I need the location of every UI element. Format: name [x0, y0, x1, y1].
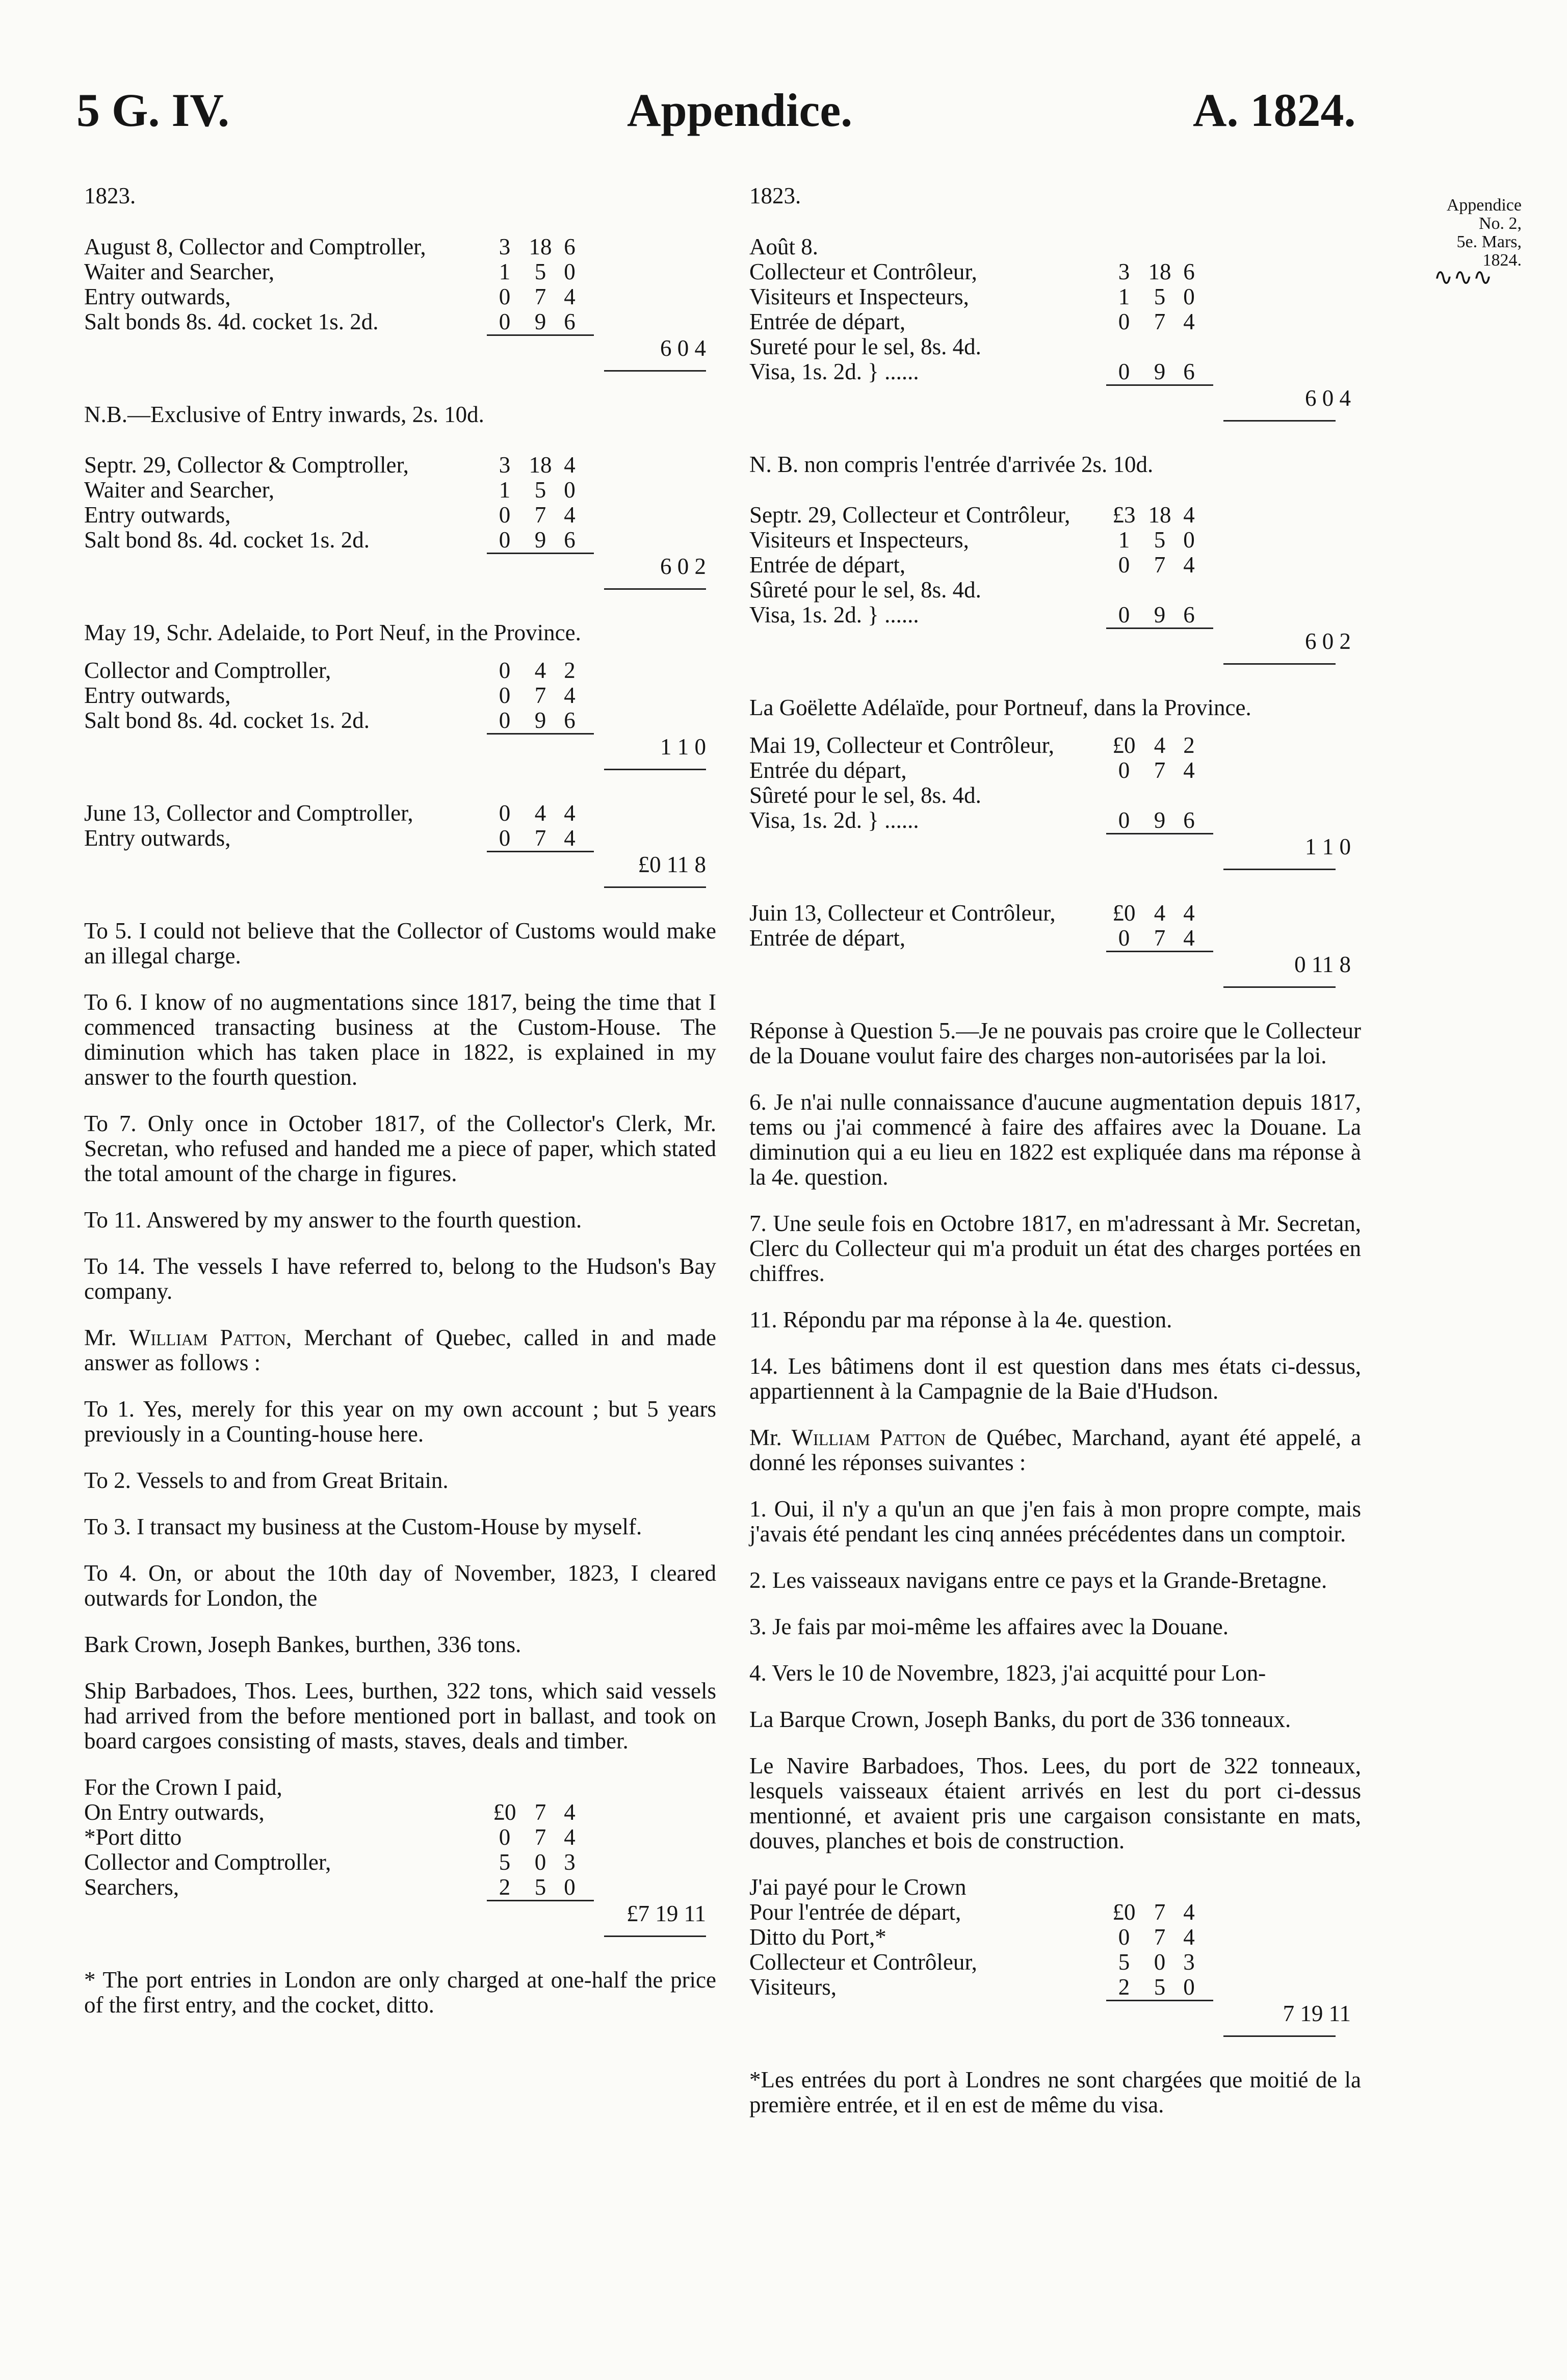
answer-paragraph: 7. Une seule fois en Octobre 1817, en m'adressant à Mr. Secretan, Clerc du Collecteur qui m'a produit un état des charges portées en chiffres.: [749, 1211, 1361, 1286]
pounds: 0: [499, 658, 511, 683]
ledger-row: [749, 359, 1361, 384]
june-account: [749, 901, 1361, 988]
witness-prefix: Mr.: [84, 1325, 129, 1350]
pounds: 1: [1118, 284, 1130, 309]
pence: 4: [1183, 1899, 1195, 1925]
shillings: 5: [1154, 284, 1166, 309]
answer-paragraph: 3. Je fais par moi-même les affaires avec la Douane.: [749, 1614, 1229, 1639]
pence: 4: [1183, 552, 1195, 578]
shillings: 7: [1154, 309, 1166, 334]
ledger-label: Collector and Comptroller,: [84, 658, 331, 683]
pounds: 0: [1118, 757, 1130, 783]
ledger-label: Salt bonds 8s. 4d. cocket 1s. 2d.: [84, 309, 379, 334]
total-rule: [604, 1936, 706, 1937]
ledger-total: 1 1 0: [660, 734, 706, 760]
ledger-total: 0 11 8: [1294, 952, 1351, 977]
ledger-row: [749, 284, 1361, 309]
crown-title: J'ai payé pour le Crown: [749, 1874, 967, 1900]
pence: 4: [1183, 757, 1195, 783]
ledger-total: 6 0 4: [660, 335, 706, 361]
witness-name: William Patton: [128, 1325, 286, 1350]
pence: 0: [564, 477, 576, 503]
pounds: £0: [1112, 1899, 1136, 1925]
pounds: 0: [499, 825, 511, 851]
total-rule: [604, 886, 706, 888]
pounds: 2: [1118, 1974, 1130, 2000]
ledger-label: Searchers,: [84, 1874, 179, 1900]
august-account: [749, 234, 1361, 422]
margin-line: 5e. Mars,: [1456, 232, 1522, 251]
pence: 4: [564, 1824, 576, 1850]
ledger-label: August 8, Collector and Comptroller,: [84, 234, 426, 259]
pence: 6: [564, 234, 576, 259]
pounds: 1: [499, 477, 511, 503]
pounds: 3: [499, 452, 511, 478]
pounds: 0: [499, 800, 511, 826]
pence: 4: [564, 452, 576, 478]
pence: 4: [564, 683, 576, 708]
shillings: 5: [534, 477, 546, 503]
pounds: 0: [499, 683, 511, 708]
ledger-row: [84, 1825, 716, 1850]
ledger-row: [749, 553, 1361, 578]
pounds: 3: [499, 234, 511, 259]
ledger-total: 1 1 0: [1305, 834, 1351, 859]
schooner-title: May 19, Schr. Adelaide, to Port Neuf, in the Province.: [84, 620, 581, 645]
shillings: 5: [534, 259, 546, 284]
witness-suffix: de Québec, Marchand, ayant été appelé, a donné les réponses suivantes :: [749, 1425, 1362, 1475]
shillings: 5: [1154, 1974, 1166, 2000]
ledger-row: [84, 309, 716, 334]
ledger-row: [84, 528, 716, 553]
shillings: 4: [534, 800, 546, 826]
ledger-label: Visiteurs et Inspecteurs,: [749, 527, 969, 553]
pounds: 0: [1118, 359, 1130, 384]
pounds: 2: [499, 1874, 511, 1900]
pounds: 0: [499, 527, 511, 553]
pounds: 0: [1118, 309, 1130, 334]
ledger-total: 7 19 11: [1283, 2001, 1351, 2026]
ledger-label: Pour l'entrée de départ,: [749, 1899, 961, 1925]
ledger-label: Septr. 29, Collecteur et Contrôleur,: [749, 502, 1070, 528]
ledger-row: [749, 259, 1361, 284]
september-account: [84, 453, 716, 590]
answer-paragraph: 2. Les vaisseaux navigans entre ce pays et la Grande-Bretagne.: [749, 1567, 1327, 1593]
pounds: 1: [499, 259, 511, 284]
ledger-label: Visiteurs,: [749, 1974, 837, 2000]
pence: 2: [1183, 733, 1195, 758]
ledger-row: [84, 284, 716, 309]
answer-paragraph: La Barque Crown, Joseph Banks, du port de 336 tonneaux.: [749, 1707, 1291, 1732]
answer-paragraph: 6. Je n'ai nulle connaissance d'aucune augmentation depuis 1817, tems ou j'ai commencé à faire des affaires avec la Douane. La diminution qui a eu lieu en 1822 est expliquée dans ma réponse à la 4e. question.: [749, 1089, 1361, 1190]
answer-paragraph: To 1. Yes, merely for this year on my own account ; but 5 years previously in a Counting-house here.: [84, 1396, 716, 1447]
shillings: 7: [1154, 925, 1166, 951]
shillings: 9: [1154, 602, 1166, 627]
ledger-label: Entry outwards,: [84, 502, 231, 528]
shillings: 9: [534, 708, 546, 733]
pence: 6: [1183, 359, 1195, 384]
pence: 0: [564, 1874, 576, 1900]
ledger-label: *Port ditto: [84, 1824, 182, 1850]
ledger-row: [84, 801, 716, 826]
pounds: 0: [499, 309, 511, 334]
witness-name: William Patton: [791, 1425, 946, 1450]
ledger-total: £7 19 11: [626, 1901, 706, 1926]
pounds: 0: [499, 708, 511, 733]
header-title: Appendice.: [627, 84, 853, 136]
ledger-label: Entry outwards,: [84, 284, 231, 309]
may-account: [749, 733, 1361, 870]
shillings: 7: [1154, 757, 1166, 783]
ledger-label: Entrée de départ,: [749, 552, 906, 578]
shillings: 7: [534, 284, 546, 309]
shillings: 4: [534, 658, 546, 683]
ledger-label: Entry outwards,: [84, 825, 231, 851]
ledger-label: Entry outwards,: [84, 683, 231, 708]
ledger-row: [84, 826, 716, 851]
ledger-row: [749, 1975, 1361, 2000]
total-rule: [604, 769, 706, 770]
pence: 0: [564, 259, 576, 284]
pounds: 0: [1118, 807, 1130, 833]
ledger-total: 6 0 2: [1305, 629, 1351, 654]
shillings: 18: [529, 452, 552, 478]
pence: 0: [1183, 284, 1195, 309]
ledger-label: Août 8.: [749, 234, 818, 259]
footnote: * The port entries in London are only charged at one-half the price of the first entry, and the cocket, ditto.: [84, 1967, 716, 2018]
answer-paragraph: To 7. Only once in October 1817, of the Collector's Clerk, Mr. Secretan, who refused and handed me a piece of paper, which stated the total amount of the charge in figures.: [84, 1111, 716, 1186]
nota-bene: N. B. non compris l'entrée d'arrivée 2s. 10d.: [749, 452, 1154, 477]
pence: 3: [564, 1849, 576, 1875]
answer-paragraph: To 11. Answered by my answer to the fourth question.: [84, 1207, 582, 1233]
ledger-label: Visa, 1s. 2d. } ......: [749, 602, 919, 627]
crown-title: For the Crown I paid,: [84, 1774, 282, 1800]
ledger-total: 6 0 2: [660, 554, 706, 579]
header-session: 5 G. IV.: [76, 84, 229, 136]
pence: 6: [564, 309, 576, 334]
crown-account: [749, 1900, 1361, 2037]
ledger-label: Juin 13, Collecteur et Contrôleur,: [749, 900, 1056, 926]
ledger-row: [749, 926, 1361, 951]
ledger-row: [749, 503, 1361, 528]
header-year: A. 1824.: [1193, 84, 1356, 136]
answer-paragraph: To 5. I could not believe that the Collector of Customs would make an illegal charge.: [84, 918, 716, 969]
ledger-row: [84, 658, 716, 683]
pence: 6: [564, 708, 576, 733]
shillings: 7: [534, 825, 546, 851]
shillings: 9: [1154, 807, 1166, 833]
ledger-row: [749, 578, 1361, 603]
ledger-label: Ditto du Port,*: [749, 1924, 886, 1950]
year-label: 1823.: [749, 183, 801, 208]
ledger-label: Entrée de départ,: [749, 925, 906, 951]
shillings: 9: [534, 309, 546, 334]
pounds: 0: [1118, 925, 1130, 951]
answer-paragraph: Ship Barbadoes, Thos. Lees, burthen, 322 tons, which said vessels had arrived from the before mentioned port in ballast, and took on board cargoes consisting of masts, staves, deals and timber.: [84, 1678, 716, 1754]
pounds: 5: [1118, 1949, 1130, 1975]
ledger-row: [84, 1875, 716, 1900]
shillings: 4: [1154, 733, 1166, 758]
pounds: 0: [1118, 552, 1130, 578]
ledger-label: Collecteur et Contrôleur,: [749, 1949, 977, 1975]
ledger-row: [749, 758, 1361, 783]
pence: 2: [564, 658, 576, 683]
pence: 4: [1183, 925, 1195, 951]
shillings: 7: [534, 502, 546, 528]
nota-bene: N.B.—Exclusive of Entry inwards, 2s. 10d.: [84, 402, 484, 427]
pounds: £0: [1112, 733, 1136, 758]
pence: 6: [564, 527, 576, 553]
ledger-row: [84, 234, 716, 259]
witness-suffix: , Merchant of Quebec, called in and made answer as follows :: [84, 1325, 717, 1375]
answer-paragraph: Bark Crown, Joseph Bankes, burthen, 336 tons.: [84, 1632, 521, 1657]
ledger-label: Waiter and Searcher,: [84, 259, 275, 284]
ledger-row: [84, 1850, 716, 1875]
ledger-label: Septr. 29, Collector & Comptroller,: [84, 452, 409, 478]
answer-paragraph: 14. Les bâtimens dont il est question dans mes états ci-dessus, appartiennent à la Campagnie de la Baie d'Hudson.: [749, 1353, 1361, 1404]
ledger-row: [749, 334, 1361, 359]
english-column: [84, 184, 716, 2039]
ledger-total: £0 11 8: [638, 852, 706, 877]
pence: 0: [1183, 1974, 1195, 2000]
pence: 4: [564, 800, 576, 826]
ledger-label: Sûreté pour le sel, 8s. 4d.: [749, 782, 981, 808]
shillings: 7: [1154, 1899, 1166, 1925]
margin-line: Appendice: [1446, 196, 1522, 215]
shillings: 9: [1154, 359, 1166, 384]
ledger-row: [749, 1950, 1361, 1975]
shillings: 9: [534, 527, 546, 553]
total-rule: [604, 588, 706, 590]
pence: 4: [1183, 502, 1195, 528]
ledger-row: [84, 453, 716, 478]
ledger-label: On Entry outwards,: [84, 1799, 265, 1825]
shillings: 7: [534, 683, 546, 708]
crown-account: [84, 1800, 716, 1937]
shillings: 5: [534, 1874, 546, 1900]
ledger-row: [749, 808, 1361, 833]
ledger-label: Entrée du départ,: [749, 757, 907, 783]
shillings: 18: [1148, 502, 1171, 528]
pounds: 5: [499, 1849, 511, 1875]
pounds: 0: [499, 1824, 511, 1850]
pence: 4: [1183, 1924, 1195, 1950]
witness-prefix: Mr.: [749, 1425, 792, 1450]
footnote: *Les entrées du port à Londres ne sont chargées que moitié de la première entrée, et il en est de même du visa.: [749, 2067, 1361, 2117]
year-label: 1823.: [84, 183, 136, 208]
ledger-row: [749, 528, 1361, 553]
ledger-total: 6 0 4: [1305, 385, 1351, 411]
pounds: £0: [1112, 900, 1136, 926]
ledger-label: Mai 19, Collecteur et Contrôleur,: [749, 733, 1055, 758]
pounds: £0: [493, 1799, 516, 1825]
ledger-label: Visa, 1s. 2d. } ......: [749, 359, 919, 384]
answer-paragraph: 11. Répondu par ma réponse à la 4e. question.: [749, 1307, 1172, 1332]
pence: 6: [1183, 602, 1195, 627]
ledger-label: June 13, Collector and Comptroller,: [84, 800, 413, 826]
ledger-label: Waiter and Searcher,: [84, 477, 275, 503]
total-rule: [1223, 869, 1336, 870]
ledger-row: [84, 478, 716, 503]
ledger-label: Salt bond 8s. 4d. cocket 1s. 2d.: [84, 527, 370, 553]
ledger-label: Collector and Comptroller,: [84, 1849, 331, 1875]
pounds: 1: [1118, 527, 1130, 553]
may-account: [84, 658, 716, 770]
answer-paragraph: Réponse à Question 5.—Je ne pouvais pas croire que le Collecteur de la Douane voulut faire des charges non-autorisées par la loi.: [749, 1018, 1361, 1068]
shillings: 18: [1148, 259, 1171, 284]
ledger-label: Visa, 1s. 2d. } ......: [749, 807, 919, 833]
margin-line: 1824.: [1482, 251, 1522, 270]
shillings: 4: [1154, 900, 1166, 926]
answer-paragraph: To 14. The vessels I have referred to, belong to the Hudson's Bay company.: [84, 1253, 716, 1304]
pence: 4: [564, 502, 576, 528]
pence: 4: [1183, 309, 1195, 334]
french-column: [749, 184, 1361, 2139]
schooner-title: La Goëlette Adélaïde, pour Portneuf, dans la Province.: [749, 695, 1251, 720]
witness-intro: [84, 1325, 716, 1375]
shillings: 7: [534, 1799, 546, 1825]
ledger-label: Visiteurs et Inspecteurs,: [749, 284, 969, 309]
pence: 4: [1183, 900, 1195, 926]
total-rule: [1223, 2035, 1336, 2037]
pounds: 0: [1118, 602, 1130, 627]
answer-paragraph: Le Navire Barbadoes, Thos. Lees, du port de 322 tonneaux, lesquels vaisseaux étaient arrivés en lest du port ci-dessus mentionné, et avaient pris une cargaison consistante en mats, douves, planches et bois de construction.: [749, 1753, 1361, 1853]
ledger-row: [749, 901, 1361, 926]
shillings: 7: [534, 1824, 546, 1850]
ledger-row: [749, 733, 1361, 758]
ledger-row: [749, 309, 1361, 334]
answer-paragraph: 4. Vers le 10 de Novembre, 1823, j'ai acquitté pour Lon-: [749, 1660, 1266, 1686]
pence: 4: [564, 1799, 576, 1825]
total-rule: [1223, 986, 1336, 988]
shillings: 0: [1154, 1949, 1166, 1975]
margin-note: [1404, 196, 1522, 290]
pounds: £3: [1112, 502, 1136, 528]
june-account: [84, 801, 716, 888]
ledger-row: [84, 259, 716, 284]
ledger-row: [749, 1900, 1361, 1925]
ledger-row: [749, 783, 1361, 808]
ledger-row: [749, 1925, 1361, 1950]
pounds: 0: [499, 502, 511, 528]
august-account: [84, 234, 716, 372]
answer-paragraph: To 4. On, or about the 10th day of November, 1823, I cleared outwards for London, the: [84, 1560, 716, 1611]
pence: 6: [1183, 259, 1195, 284]
total-rule: [1223, 663, 1336, 665]
answer-paragraph: To 2. Vessels to and from Great Britain.: [84, 1468, 449, 1493]
ledger-row: [84, 708, 716, 733]
ledger-label: Entrée de départ,: [749, 309, 906, 334]
answer-paragraph: 1. Oui, il n'y a qu'un an que j'en fais à mon propre compte, mais j'avais été pendant les cinq années précédentes dans un comptoir.: [749, 1496, 1361, 1547]
shillings: 18: [529, 234, 552, 259]
shillings: 7: [1154, 1924, 1166, 1950]
ledger-label: Sûreté pour le sel, 8s. 4d.: [749, 577, 981, 603]
total-rule: [604, 370, 706, 372]
ledger-label: Sureté pour le sel, 8s. 4d.: [749, 334, 981, 359]
ledger-row: [84, 683, 716, 708]
pence: 4: [564, 284, 576, 309]
ledger-row: [84, 503, 716, 528]
pence: 4: [564, 825, 576, 851]
answer-paragraph: To 3. I transact my business at the Custom-House by myself.: [84, 1514, 642, 1539]
shillings: 7: [1154, 552, 1166, 578]
witness-intro: [749, 1425, 1361, 1475]
pence: 3: [1183, 1949, 1195, 1975]
shillings: 5: [1154, 527, 1166, 553]
total-rule: [1223, 420, 1336, 422]
september-account: [749, 503, 1361, 665]
ledger-row: [84, 1800, 716, 1825]
answer-paragraph: To 6. I know of no augmentations since 1817, being the time that I commenced transacting business at the Custom-House. The diminution which has taken place in 1822, is explained in my answer to the fourth question.: [84, 989, 716, 1090]
ledger-row: [749, 603, 1361, 627]
flourish-icon: ∿∿∿: [1433, 264, 1493, 290]
pence: 0: [1183, 527, 1195, 553]
pounds: 0: [499, 284, 511, 309]
margin-line: No. 2,: [1478, 214, 1522, 233]
shillings: 0: [534, 1849, 546, 1875]
ledger-label: Salt bond 8s. 4d. cocket 1s. 2d.: [84, 708, 370, 733]
pence: 6: [1183, 807, 1195, 833]
pounds: 3: [1118, 259, 1130, 284]
pounds: 0: [1118, 1924, 1130, 1950]
ledger-row: [749, 234, 1361, 259]
ledger-label: Collecteur et Contrôleur,: [749, 259, 977, 284]
